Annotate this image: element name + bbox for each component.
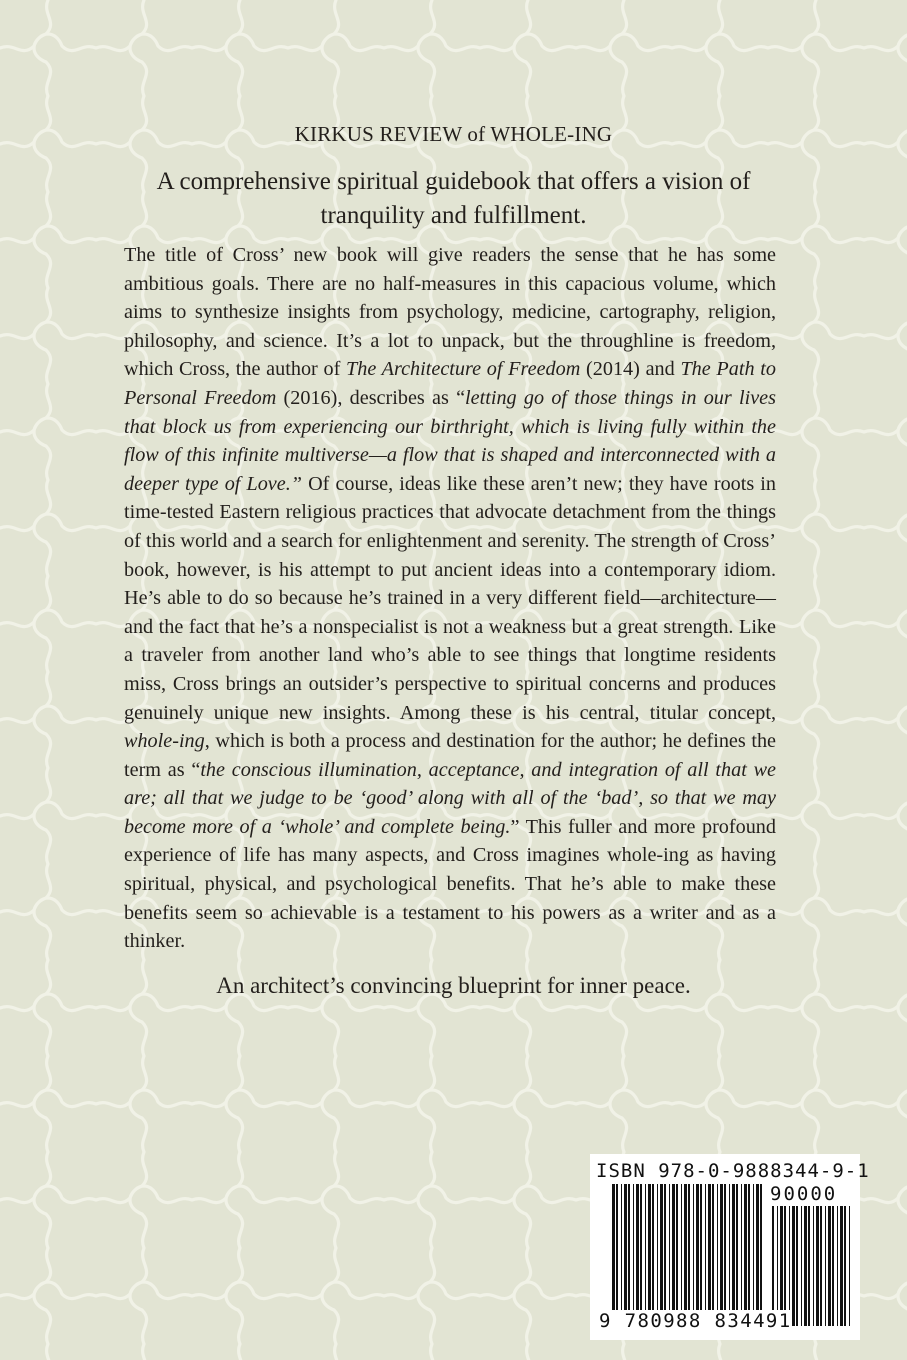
review-tagline: A comprehensive spiritual guidebook that offers a vision of tranquility and fulfillment.: [156, 168, 751, 229]
review-body: [124, 241, 776, 956]
barcode-bar: [660, 1184, 663, 1326]
body-text-run: Of course, ideas like these aren’t new; they have roots in time-tested Eastern religious practices that advocate detachment from the things of this world and a search for enlightenment and serenity. The strength of Cross’ book, however, is his attempt to put ancient ideas into a contemporary idiom. He’s able to do so because he’s trained in a very different field—architecture—and the fact that he’s a nonspecialist is not a weakness but a great strength. Like a traveler from another land who’s able to see things that longtime residents miss, Cross brings an outsider’s perspective to spiritual concerns and produces genuinely unique new insights. Among these is his central, titular concept,: [124, 472, 776, 724]
italic-text: The Architecture of Freedom: [346, 358, 581, 381]
barcode-bar: [624, 1184, 627, 1326]
review-verdict: An architect’s convincing blueprint for inner peace.: [216, 973, 691, 998]
barcode-bar: [736, 1184, 738, 1326]
barcode-bar: [808, 1206, 810, 1326]
italic-text: whole-ing: [124, 730, 205, 753]
barcode-bar: [789, 1206, 790, 1326]
barcode-bar: [760, 1184, 762, 1326]
barcode-bar: [796, 1206, 798, 1326]
barcode-bar: [813, 1206, 814, 1326]
barcode-bar: [744, 1184, 747, 1326]
barcode-bar: [849, 1206, 850, 1326]
barcode-bar: [684, 1184, 687, 1326]
price-addon-code: 90000: [770, 1183, 838, 1205]
barcode-bar: [621, 1184, 622, 1326]
body-text-run: ” This fuller and more profound experience of life has many aspects, and Cross imagines whole-ing as having spiritual, physical, and psychological benefits. That he’s able to make these benefits seem so achievable is a testament to his powers as a writer and as a thinker.: [124, 815, 776, 953]
barcode-bar: [832, 1206, 834, 1326]
body-text-run: (2014) and: [580, 358, 681, 381]
barcode-bar: [612, 1184, 615, 1326]
barcode-bar: [801, 1206, 802, 1326]
barcode-bar: [804, 1206, 807, 1326]
barcode-bar: [837, 1206, 838, 1326]
barcode-bar: [696, 1184, 699, 1326]
barcode-bar: [705, 1184, 706, 1326]
barcode-bar: [828, 1206, 831, 1326]
barcode-bar: [669, 1184, 670, 1326]
ean-number: 9 780988 834491: [599, 1310, 792, 1332]
barcode-bar: [640, 1184, 642, 1326]
isbn-text: ISBN 978-0-9888344-9-1: [596, 1160, 870, 1182]
barcode-bar: [633, 1184, 634, 1326]
barcode-bar: [732, 1184, 735, 1326]
barcode-bar: [693, 1184, 694, 1326]
barcode-bar: [681, 1184, 682, 1326]
barcode-bar: [636, 1184, 639, 1326]
barcode-bar: [700, 1184, 702, 1326]
barcode-bar: [720, 1184, 723, 1326]
barcode-bar: [712, 1184, 714, 1326]
barcode-bar: [616, 1184, 618, 1326]
barcode-bar: [664, 1184, 666, 1326]
barcode-bar: [756, 1184, 759, 1326]
barcode-bar: [748, 1184, 750, 1326]
addon-barcode-bars: [772, 1206, 852, 1326]
barcode-bar: [688, 1184, 690, 1326]
barcode-bar: [648, 1184, 651, 1326]
barcode-bar: [840, 1206, 843, 1326]
body-text-run: The title of Cross’ new book will give readers the sense that he has some ambitious goals. There are no half-measures in this capacious volume, which aims to synthesize insights from psychology, medicine, cartography, religion, philosophy, and science. It’s a lot to unpack, but the throughline is freedom, which Cross, the author of: [124, 244, 776, 381]
barcode-bar: [820, 1206, 822, 1326]
barcode-bar: [628, 1184, 630, 1326]
barcode-bar: [676, 1184, 678, 1326]
barcode-bar: [708, 1184, 711, 1326]
barcode-bar: [652, 1184, 654, 1326]
barcode-bar: [717, 1184, 718, 1326]
ean-barcode-bars: [612, 1184, 762, 1326]
barcode-bar: [657, 1184, 658, 1326]
barcode-bar: [729, 1184, 730, 1326]
body-text-run: , which is both a process and destination for the author; he defines the term as “: [124, 730, 776, 781]
italic-text: the conscious illumination, acceptance, and integration of all that we are; all that we judge to be ‘good’ along with all of the ‘bad’, so that we may become more of a ‘whole’ and complete being.: [124, 758, 776, 838]
barcode-bar: [844, 1206, 846, 1326]
barcode-bar: [825, 1206, 826, 1326]
barcode-bar: [724, 1184, 726, 1326]
italic-text: The Path to Personal Freedom: [124, 358, 776, 409]
barcode-bar: [777, 1206, 778, 1326]
review-title: KIRKUS REVIEW of WHOLE-ING: [294, 122, 613, 146]
italic-text: letting go of those things in our lives that block us from experiencing our birthright, which is living fully within the flow of this infinite multiverse—a flow that is shaped and interconnected with a deeper type of Love.”: [124, 386, 776, 495]
barcode-bar: [741, 1184, 742, 1326]
barcode-bar: [784, 1206, 786, 1326]
barcode-bar: [672, 1184, 675, 1326]
barcode-bar: [816, 1206, 819, 1326]
barcode-bar: [780, 1206, 783, 1326]
barcode-bar: [792, 1206, 795, 1326]
barcode-bar: [772, 1206, 774, 1326]
barcode-bar: [753, 1184, 754, 1326]
body-text-run: (2016), describes as “: [276, 386, 466, 409]
barcode-bar: [645, 1184, 646, 1326]
